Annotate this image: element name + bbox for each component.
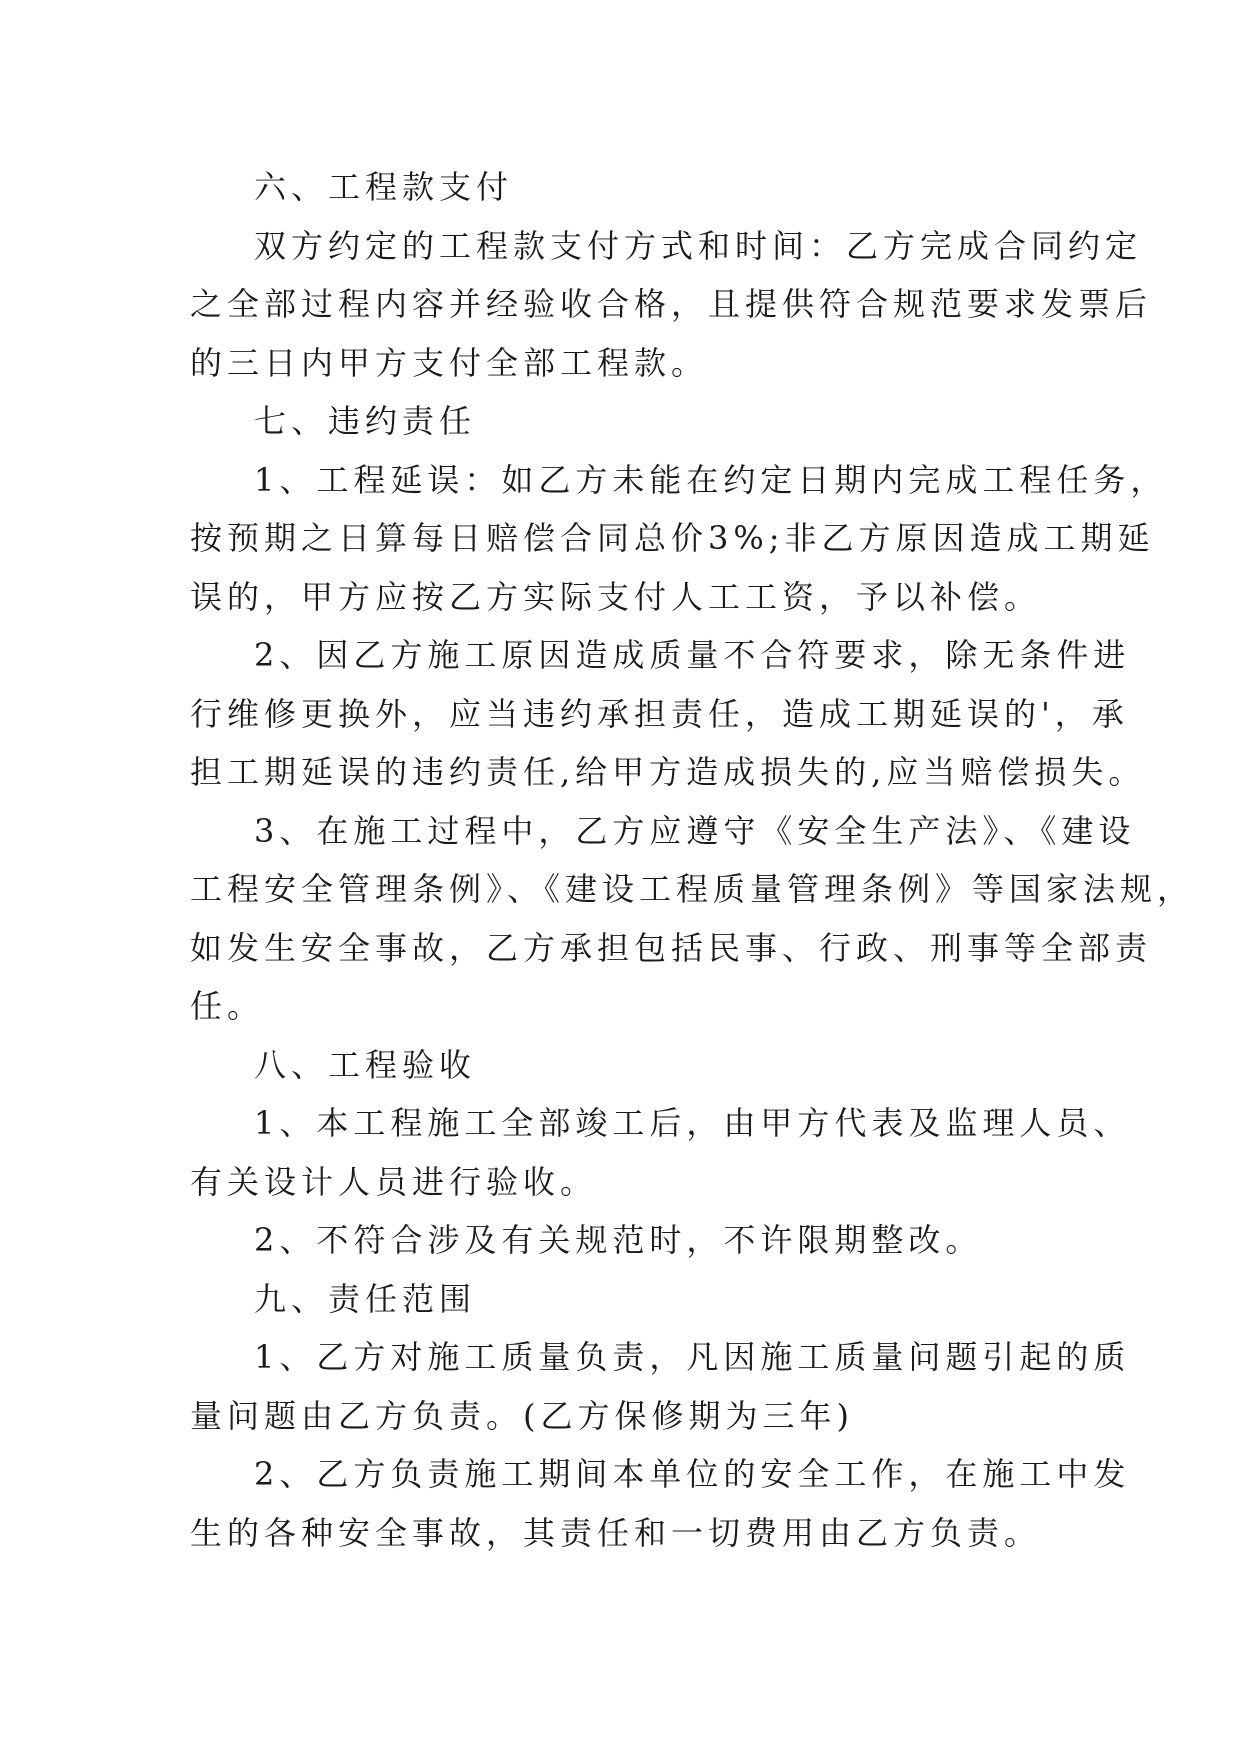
paragraph-line: 误的，甲方应按乙方实际支付人工工资，予以补偿。 xyxy=(190,577,1042,616)
paragraph-line: 行维修更换外，应当违约承担责任，造成工期延误的'，承 xyxy=(190,694,1129,733)
paragraph-line: 工程安全管理条例》、《建设工程质量管理条例》等国家法规， xyxy=(190,870,1195,908)
paragraph-line: 双方约定的工程款支付方式和时间：乙方完成合同约定 xyxy=(254,226,1143,265)
document-body xyxy=(190,158,1195,1562)
paragraph-line: 之全部过程内容并经验收合格，且提供符合规范要求发票后 xyxy=(190,285,1153,323)
paragraph-line: 1、工程延误：如乙方未能在约定日期内完成工程任务， xyxy=(254,460,1168,499)
paragraph-line: 3、在施工过程中，乙方应遵守《安全生产法》、《建设 xyxy=(254,811,1136,850)
paragraph-line: 量问题由乙方负责。(乙方保修期为三年) xyxy=(190,1396,854,1435)
paragraph-line: 按预期之日算每日赔偿合同总价3%;非乙方原因造成工期延 xyxy=(190,519,1155,557)
paragraph-line: 1、乙方对施工质量负责，凡因施工质量问题引起的质 xyxy=(254,1338,1131,1376)
section-heading-responsibility: 九、责任范围 xyxy=(254,1279,477,1318)
paragraph-line: 的三日内甲方支付全部工程款。 xyxy=(190,343,709,382)
paragraph-line: 担工期延误的违约责任,给甲方造成损失的,应当赔偿损失。 xyxy=(190,753,1146,791)
paragraph-line: 任。 xyxy=(190,987,265,1025)
section-heading-acceptance: 八、工程验收 xyxy=(254,1045,477,1084)
section-heading-payment: 六、工程款支付 xyxy=(254,168,514,206)
section-heading-liability: 七、违约责任 xyxy=(254,402,477,440)
paragraph-line: 如发生安全事故，乙方承担包括民事、行政、刑事等全部责 xyxy=(190,928,1153,967)
paragraph-line: 1、本工程施工全部竣工后，由甲方代表及监理人员、 xyxy=(254,1104,1131,1142)
paragraph-line: 2、乙方负责施工期间本单位的安全工作，在施工中发 xyxy=(254,1455,1131,1493)
paragraph-line: 生的各种安全事故，其责任和一切费用由乙方负责。 xyxy=(190,1513,1042,1552)
paragraph-line: 有关设计人员进行验收。 xyxy=(190,1162,598,1201)
paragraph-line: 2、因乙方施工原因造成质量不合符要求，除无条件进 xyxy=(254,636,1131,674)
paragraph-line: 2、不符合涉及有关规范时，不许限期整改。 xyxy=(254,1221,983,1259)
